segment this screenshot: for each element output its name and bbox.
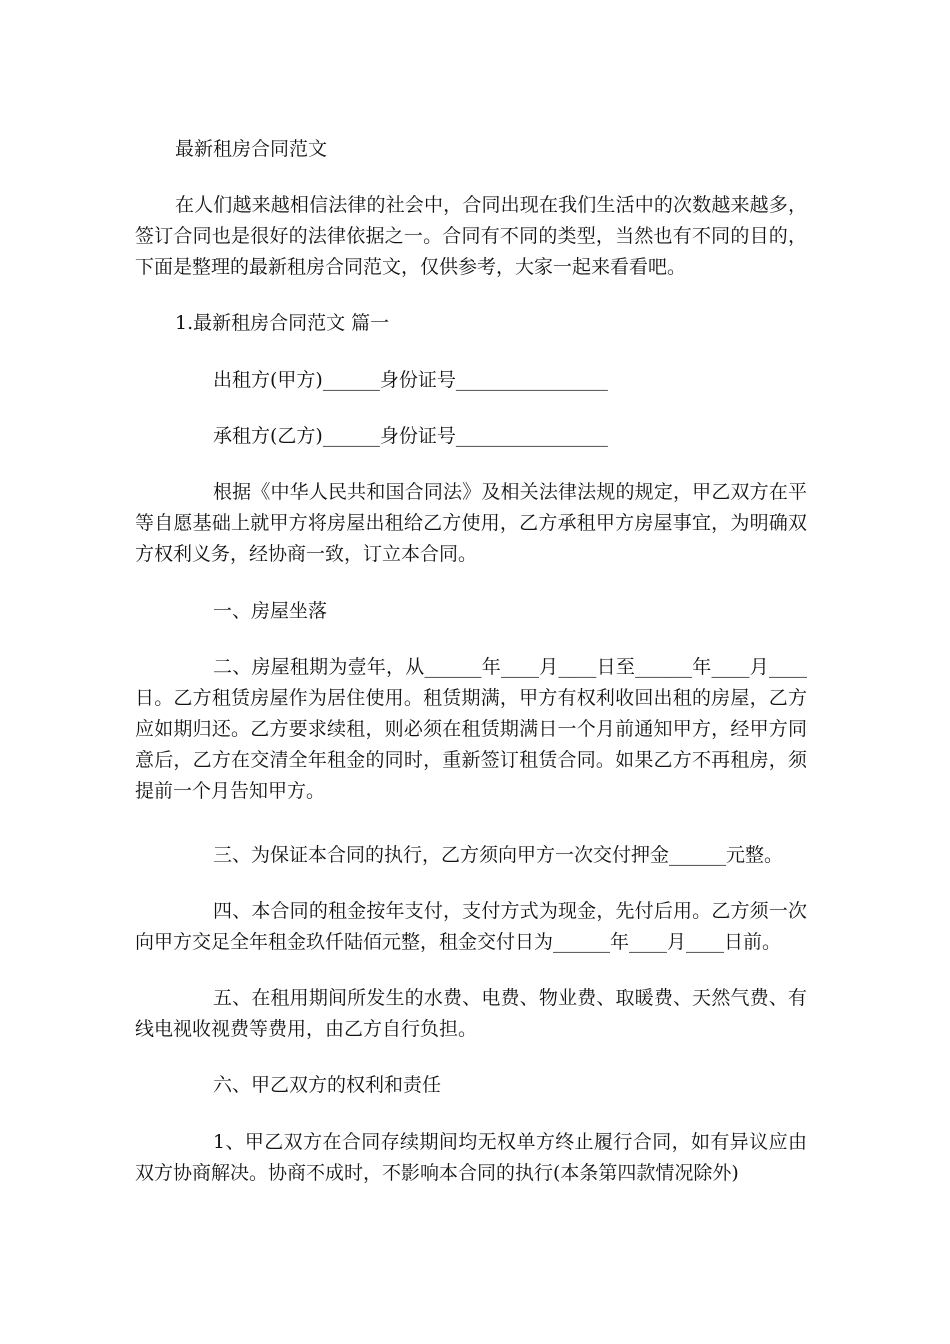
party-b-line: 承租方(乙方)______身份证号________________ bbox=[213, 425, 608, 447]
clause-2: 二、房屋租期为壹年，从______年____月____日至______年____月____日。乙方租赁房屋作为居住使用。租赁期满，甲方有权利收回出租的房屋，乙方应如期归还。乙方要求续租，则必须在租赁期满日一个月前通知甲方，经甲方同意后，乙方在交清全年租金的同时，重新签订租赁合同。如果乙方不再租房，须提前一个月告知甲方。 bbox=[135, 656, 807, 802]
clause-6: 六、甲乙双方的权利和责任 bbox=[213, 1074, 442, 1096]
document-title: 最新租房合同范文 bbox=[175, 138, 328, 160]
preamble-paragraph: 根据《中华人民共和国合同法》及相关法律法规的规定，甲乙双方在平等自愿基础上就甲方将房屋出租给乙方使用，乙方承租甲方房屋事宜，为明确双方权利义务，经协商一致，订立本合同。 bbox=[135, 481, 807, 565]
clause-6-item-1: 1、甲乙双方在合同存续期间均无权单方终止履行合同，如有异议应由双方协商解决。协商不成时，不影响本合同的执行(本条第四款情况除外) bbox=[135, 1131, 807, 1184]
clause-3: 三、为保证本合同的执行，乙方须向甲方一次交付押金______元整。 bbox=[213, 844, 784, 866]
party-a-line: 出租方(甲方)______身份证号________________ bbox=[213, 369, 608, 391]
clause-5: 五、在租用期间所发生的水费、电费、物业费、取暖费、天然气费、有线电视收视费等费用，由乙方自行负担。 bbox=[135, 987, 807, 1040]
clause-1: 一、房屋坐落 bbox=[213, 600, 328, 622]
clause-4: 四、本合同的租金按年支付，支付方式为现金，先付后用。乙方须一次向甲方交足全年租金玖仟陆佰元整，租金交付日为______年____月____日前。 bbox=[135, 900, 807, 953]
intro-paragraph: 在人们越来越相信法律的社会中，合同出现在我们生活中的次数越来越多，签订合同也是很好的法律依据之一。合同有不同的类型，当然也有不同的目的，下面是整理的最新租房合同范文，仅供参考，大家一起来看看吧。 bbox=[135, 194, 807, 278]
section-heading: 1.最新租房合同范文 篇一 bbox=[175, 312, 390, 334]
